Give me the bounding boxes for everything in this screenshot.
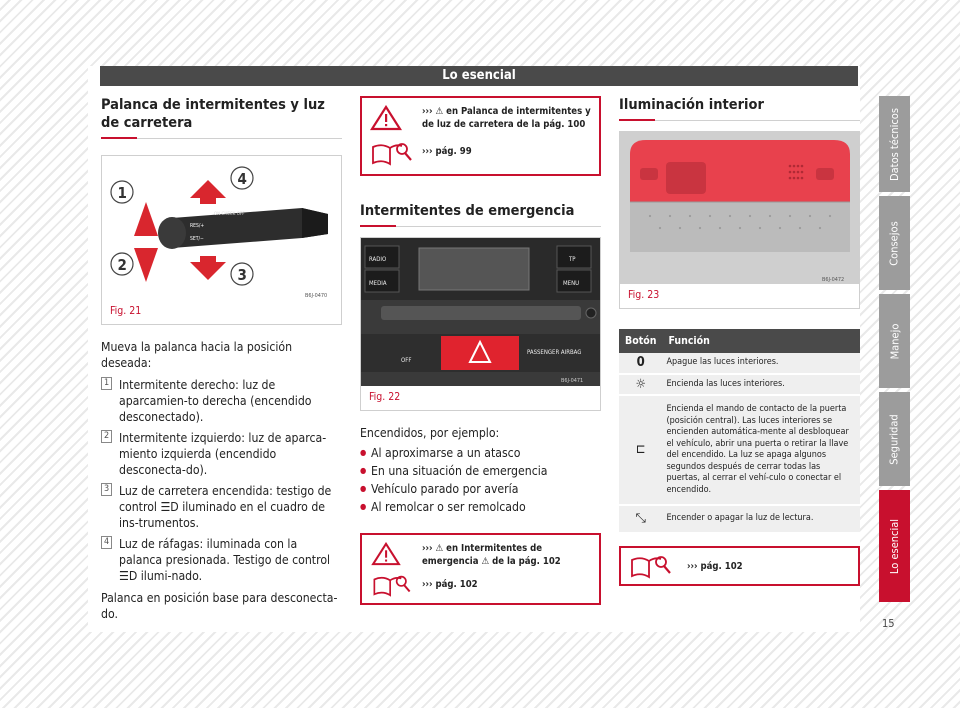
- figure-21: [101, 155, 342, 325]
- tab-manejo[interactable]: [879, 294, 910, 388]
- tab-label: Manejo: [888, 323, 901, 359]
- list-item: [101, 536, 342, 584]
- dashboard-illustration: [361, 238, 600, 386]
- item-text: Intermitente izquierdo: luz de aparca-miento izquierda (encendido desconecta-do).: [119, 431, 327, 477]
- outro-text: Palanca en posición base para desconecta-do.: [101, 591, 338, 621]
- interior-light-illustration: [620, 132, 859, 284]
- figure-code: B6J-0471: [561, 378, 584, 384]
- callout-3: 3: [237, 266, 247, 284]
- col-header-function: Función: [662, 329, 860, 353]
- intro-text: Mueva la palanca hacia la posición deseada:: [101, 340, 293, 370]
- warning-row: [370, 542, 591, 602]
- table-row: [619, 505, 860, 533]
- door-contact-icon: ⊏: [619, 395, 662, 505]
- list-item: ● Vehículo parado por avería: [360, 481, 601, 497]
- figure-caption: Fig. 22: [369, 391, 401, 403]
- item-text: Luz de carretera encendida: testigo de control ☰D iluminado en el cuadro de ins-trumentos.: [119, 484, 332, 530]
- figure-22: [360, 237, 601, 411]
- book-magnifier-icon: [370, 139, 414, 167]
- callout-2: 2: [117, 256, 127, 274]
- intro-text: Encendidos, por ejemplo:: [360, 426, 500, 440]
- btn-off: OFF: [401, 357, 412, 364]
- table-row: [619, 395, 860, 505]
- figure-caption: Fig. 21: [110, 305, 142, 317]
- lever-label-res: RES/+: [190, 223, 205, 229]
- item-number: 2: [101, 430, 112, 443]
- list-item: ● Al remolcar o ser remolcado: [360, 499, 601, 515]
- tab-label: Consejos: [888, 220, 902, 266]
- item-number: 3: [101, 483, 112, 496]
- item-number: 4: [101, 536, 112, 549]
- row-text: Encender o apagar la luz de lectura.: [662, 505, 860, 533]
- column-hazard-lights: [360, 96, 601, 605]
- lever-illustration: [102, 156, 341, 300]
- row-text: Encienda el mando de contacto de la puerta (posición central). Las luces interiores se encienden automática-mente al desbloquear el vehículo, abrir una puerta o retirar la llave del encendido. La luz se apaga algunos segundos después de cerrar todas las puertas, al cerrar el vehí-culo o conectar el encendido.: [662, 395, 860, 505]
- page-number: 15: [882, 617, 895, 630]
- item-number: 1: [101, 377, 112, 390]
- tab-consejos[interactable]: [879, 196, 910, 290]
- btn-menu: MENU: [563, 280, 580, 287]
- tab-lo-esencial[interactable]: [879, 490, 910, 602]
- callout-1: 1: [117, 184, 127, 202]
- tab-label: Datos técnicos: [888, 107, 901, 181]
- callout-4: 4: [237, 170, 247, 188]
- warning-texts: [422, 542, 591, 591]
- warning-box-top: [360, 96, 601, 176]
- btn-radio: RADIO: [369, 256, 387, 263]
- warning-triangle-icon: [370, 542, 402, 566]
- column-interior-light: [619, 96, 860, 586]
- page-ref-link[interactable]: ››› pág. 102: [687, 560, 743, 572]
- bullet-list: [360, 445, 601, 515]
- row-text: Apague las luces interiores.: [662, 353, 860, 374]
- btn-tp: TP: [569, 256, 576, 263]
- figure-23: [619, 131, 860, 309]
- numbered-list: [101, 377, 342, 584]
- figure-code: B6J-0472: [822, 277, 845, 283]
- section-heading: Intermitentes de emergencia: [360, 203, 575, 219]
- tab-seguridad[interactable]: [879, 392, 910, 486]
- figure-caption: Fig. 23: [628, 289, 660, 301]
- warning-icons: [370, 542, 422, 602]
- page-ref-link[interactable]: ››› pág. 102: [422, 579, 478, 590]
- off-icon: 0: [619, 353, 662, 374]
- ref-row: [629, 552, 850, 580]
- section-header: Lo esencial: [100, 66, 858, 86]
- btn-passenger-airbag: PASSENGER AIRBAG: [527, 349, 582, 356]
- list-item: ● Al aproximarse a un atasco: [360, 445, 601, 461]
- list-item: [101, 377, 342, 425]
- warning-box-bottom: [360, 533, 601, 605]
- lever-label-set: SET/−: [190, 236, 204, 242]
- figure-code: B6J-0470: [305, 293, 328, 299]
- section-heading: Palanca de intermitentes y luz de carretera: [101, 97, 325, 131]
- book-magnifier-icon: [370, 572, 414, 598]
- col-header-button: Botón: [619, 329, 662, 353]
- item-text: Luz de ráfagas: iluminada con la palanca presionada. Testigo de control ☰D ilumi-nado.: [119, 537, 331, 583]
- btn-media: MEDIA: [369, 280, 387, 287]
- warning-ref-link[interactable]: ››› ⚠ en Palanca de intermitentes y de luz de carretera de la pág. 100: [422, 106, 591, 130]
- heading-wrap: [619, 96, 860, 121]
- table-header-row: [619, 329, 860, 353]
- warning-texts: [422, 105, 591, 158]
- list-item: [101, 483, 342, 531]
- table-row: [619, 374, 860, 396]
- tab-label: Seguridad: [888, 413, 902, 465]
- tab-datos-tecnicos[interactable]: [879, 96, 910, 192]
- function-table: [619, 329, 860, 534]
- column-turn-signals: [101, 96, 342, 622]
- heading-wrap: [101, 96, 342, 139]
- list-item: ● En una situación de emergencia: [360, 463, 601, 479]
- item-text: Intermitente derecho: luz de aparcamien-to derecha (encendido desconectado).: [119, 378, 312, 424]
- section-heading: Iluminación interior: [619, 97, 764, 113]
- row-text: Encienda las luces interiores.: [662, 374, 860, 396]
- heading-wrap: [360, 202, 601, 227]
- reading-light-icon: ⤡: [619, 505, 662, 533]
- warning-icons: [370, 105, 422, 171]
- tab-label: Lo esencial: [888, 518, 902, 574]
- interior-light-on-icon: ☼: [619, 374, 662, 396]
- ref-box: [619, 546, 860, 586]
- lever-label-top: ON CHECK OFF: [214, 212, 245, 217]
- book-magnifier-icon: [629, 552, 673, 580]
- warning-row: [370, 105, 591, 171]
- warning-triangle-icon: [370, 105, 402, 131]
- warning-ref-link[interactable]: ››› ⚠ en Intermitentes de emergencia ⚠ de la pág. 102: [422, 543, 561, 567]
- page-ref-link[interactable]: ››› pág. 99: [422, 146, 472, 157]
- list-item: [101, 430, 342, 478]
- table-row: [619, 353, 860, 374]
